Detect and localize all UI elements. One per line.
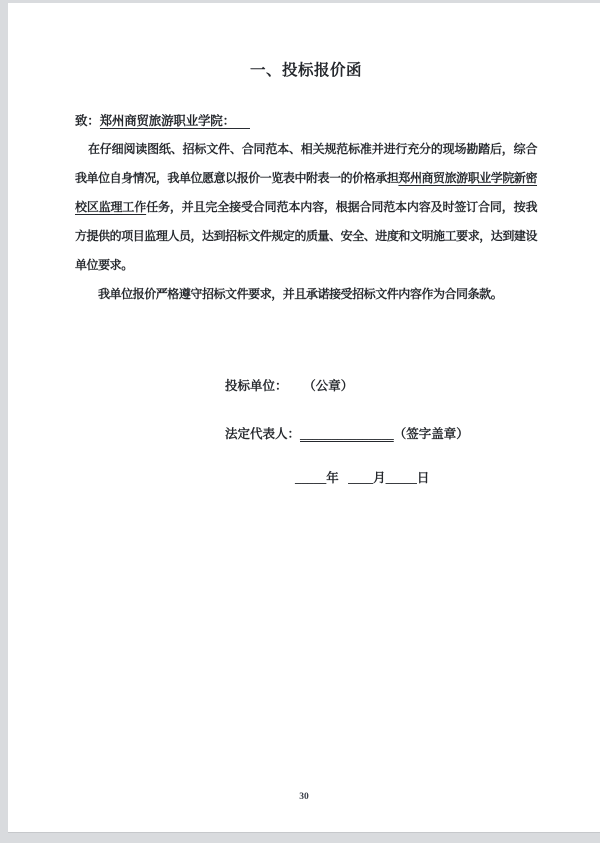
salutation-recipient: 郑州商贸旅游职业学院： (100, 114, 250, 129)
signature-block (225, 376, 537, 488)
paragraph-segment: 任务，并且完全接受合同范本内容，根据合同范本内容及时签订合同，按我方提供的项目监理人员，达到招标文件规定的质量、安全、进度和文明施工要求，达到建设单位要求。 (75, 200, 538, 272)
date-line: _____年 ____月_____日 (295, 471, 430, 485)
representative-label: 法定代表人： (225, 427, 301, 441)
document-page (8, 3, 600, 833)
salutation-prefix: 致： (75, 114, 100, 128)
paragraph-commitment (75, 135, 537, 280)
paragraph-quotation-promise: 我单位报价严格遵守招标文件要求，并且承诺接受招标文件内容作为合同条款。 (98, 287, 503, 301)
project-name-underlined: 郑州商贸旅游职业学院新密校区监理工作 (75, 171, 538, 214)
bidder-label: 投标单位： (225, 379, 288, 393)
representative-signature-blank: _______________ (300, 427, 394, 441)
paragraph-segment: 在仔细阅读图纸、招标文件、合同范本、相关规范标准并进行充分的现场勘踏后，综合我单位自身情况，我单位愿意以报价一览表中附表一的价格承担 (75, 142, 537, 185)
bidder-seal-note: （公章） (309, 379, 354, 393)
page-number: 30 (299, 792, 309, 802)
representative-line (225, 424, 537, 444)
salutation-line (75, 111, 537, 131)
bidder-line (225, 376, 537, 396)
representative-sign-note: （签字盖章） (393, 427, 469, 441)
document-title: 一、投标报价函 (249, 62, 362, 79)
